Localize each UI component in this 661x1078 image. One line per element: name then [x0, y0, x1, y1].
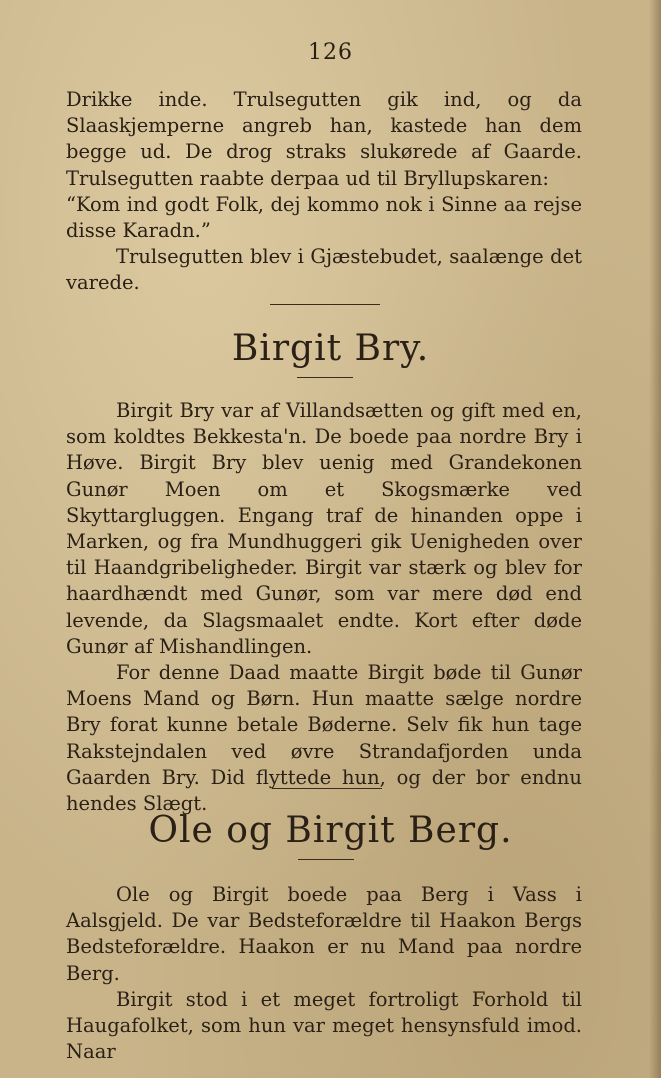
page-number: 126	[308, 40, 353, 65]
title-underline-2	[298, 859, 354, 860]
title-underline-1	[297, 377, 353, 378]
section-title-birgit-bry: Birgit Bry.	[231, 328, 430, 369]
section2-text	[66, 882, 582, 1065]
intro-paragraph-3: Trulsegutten blev i Gjæstebudet, saalænge det varede.	[66, 245, 582, 295]
section1-paragraph-2: For denne Daad maatte Birgit bøde til Gunør Moens Mand og Børn. Hun maatte sælge nordre Bry forat kunne betale Bøderne. Selv fik hun tage Rakstejndalen ved øvre Strandafjorden unda Gaarden Bry. Did flyttede hun, og der bor endnu hendes Slægt.	[66, 661, 582, 816]
page-edge-shadow	[649, 0, 661, 1078]
intro-paragraph-2: “Kom ind godt Folk, dej kommo nok i Sinne aa rejse disse Karadn.”	[66, 192, 582, 243]
section-divider-top	[270, 304, 380, 305]
section1-text	[66, 398, 582, 817]
section2-paragraph-1: Ole og Birgit boede paa Berg i Vass i Aalsgjeld. De var Bedsteforældre til Haakon Bergs Bedsteforældre. Haakon er nu Mand paa nordre Berg.	[66, 883, 582, 985]
section1-paragraph-1: Birgit Bry var af Villandsætten og gift med en, som koldtes Bekkesta'n. De boede paa nordre Bry i Høve. Birgit Bry blev uenig med Grandekonen Gunør Moen om et Skogsmærke ved Skyttargluggen. Engang traf de hinanden oppe i Marken, og fra Mundhuggeri gik Uenigheden over til Haandgribeligheder. Birgit var stærk og blev for haardhændt med Gunør, som var mere død end levende, da Slagsmaalet endte. Kort efter døde Gunør af Mishandlingen.	[66, 399, 582, 658]
section2-paragraph-2: Birgit stod i et meget fortroligt Forhold til Haugafolket, som hun var meget hensynsfuld imod. Naar	[66, 987, 582, 1064]
section-title-ole-og-birgit-berg: Ole og Birgit Berg.	[148, 810, 513, 851]
intro-paragraph-1: Drikke inde. Trulsegutten gik ind, og da Slaaskjemperne angreb han, kastede han dem begge ud. De drog straks slukørede af Gaarde. Trulsegutten raabte derpaa ud til Bryllupskaren:	[66, 88, 582, 190]
section-divider-middle	[272, 788, 382, 789]
intro-text	[66, 87, 582, 297]
